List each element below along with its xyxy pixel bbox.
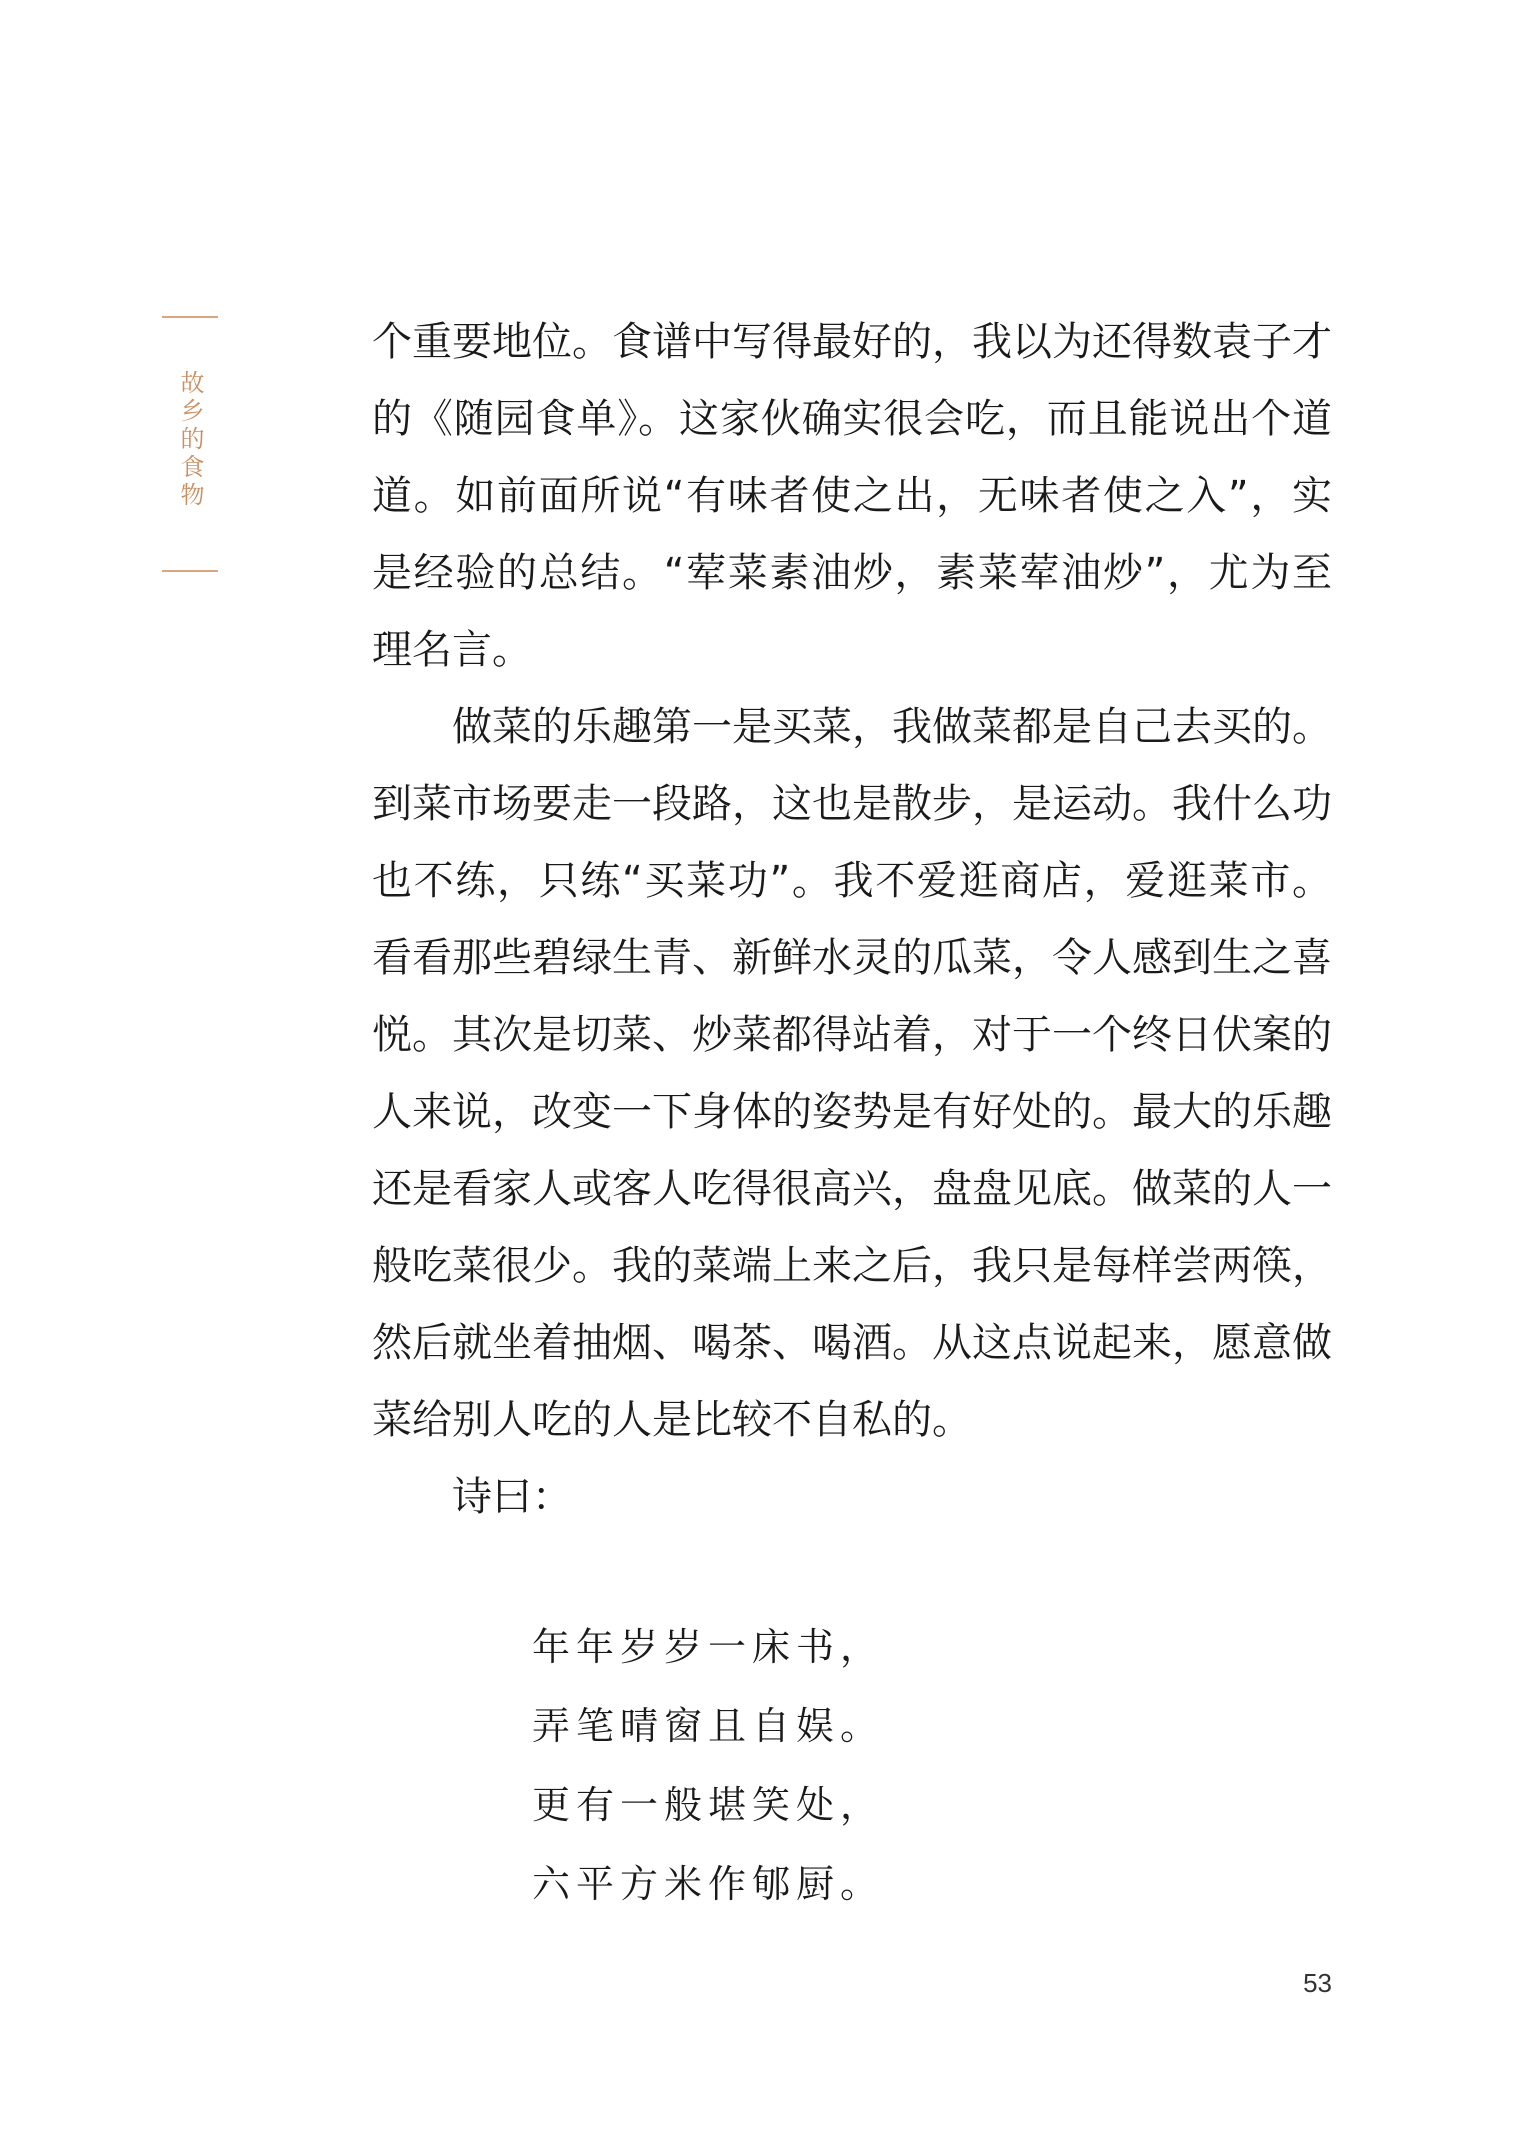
poem-line-2: 弄笔晴窗且自娱。 <box>532 1704 885 1748</box>
paragraph-3: 诗曰： <box>452 1474 572 1520</box>
poem <box>532 1608 884 1924</box>
side-rule-bottom <box>162 570 218 572</box>
poem-line-1: 年年岁岁一床书， <box>532 1625 885 1669</box>
running-title: 故乡的食物 <box>176 370 204 510</box>
paragraph-2: 做菜的乐趣第一是买菜，我做菜都是自己去买的。到菜市场要走一段路，这也是散步，是运动。我什么功也不练，只练“买菜功”。我不爱逛商店，爱逛菜市。看看那些碧绿生青、新鲜水灵的瓜菜，令人感到生之喜悦。其次是切菜、炒菜都得站着，对于一个终日伏案的人来说，改变一下身体的姿势是有好处的。最大的乐趣还是看家人或客人吃得很高兴，盘盘见底。做菜的人一般吃菜很少。我的菜端上来之后，我只是每样尝两筷，然后就坐着抽烟、喝茶、喝酒。从这点说起来，愿意做菜给别人吃的人是比较不自私的。 <box>372 704 1332 1443</box>
body-text <box>372 304 1332 1536</box>
side-rule-top <box>162 316 218 318</box>
page-number: 53 <box>1303 1968 1332 1998</box>
paragraph-1: 个重要地位。食谱中写得最好的，我以为还得数袁子才的《随园食单》。这家伙确实很会吃，而且能说出个道道。如前面所说“有味者使之出，无味者使之入”，实是经验的总结。“荤菜素油炒，素菜荤油炒”，尤为至理名言。 <box>372 319 1332 673</box>
poem-line-4: 六平方米作郇厨。 <box>532 1862 885 1906</box>
poem-line-3: 更有一般堪笑处， <box>532 1783 885 1827</box>
